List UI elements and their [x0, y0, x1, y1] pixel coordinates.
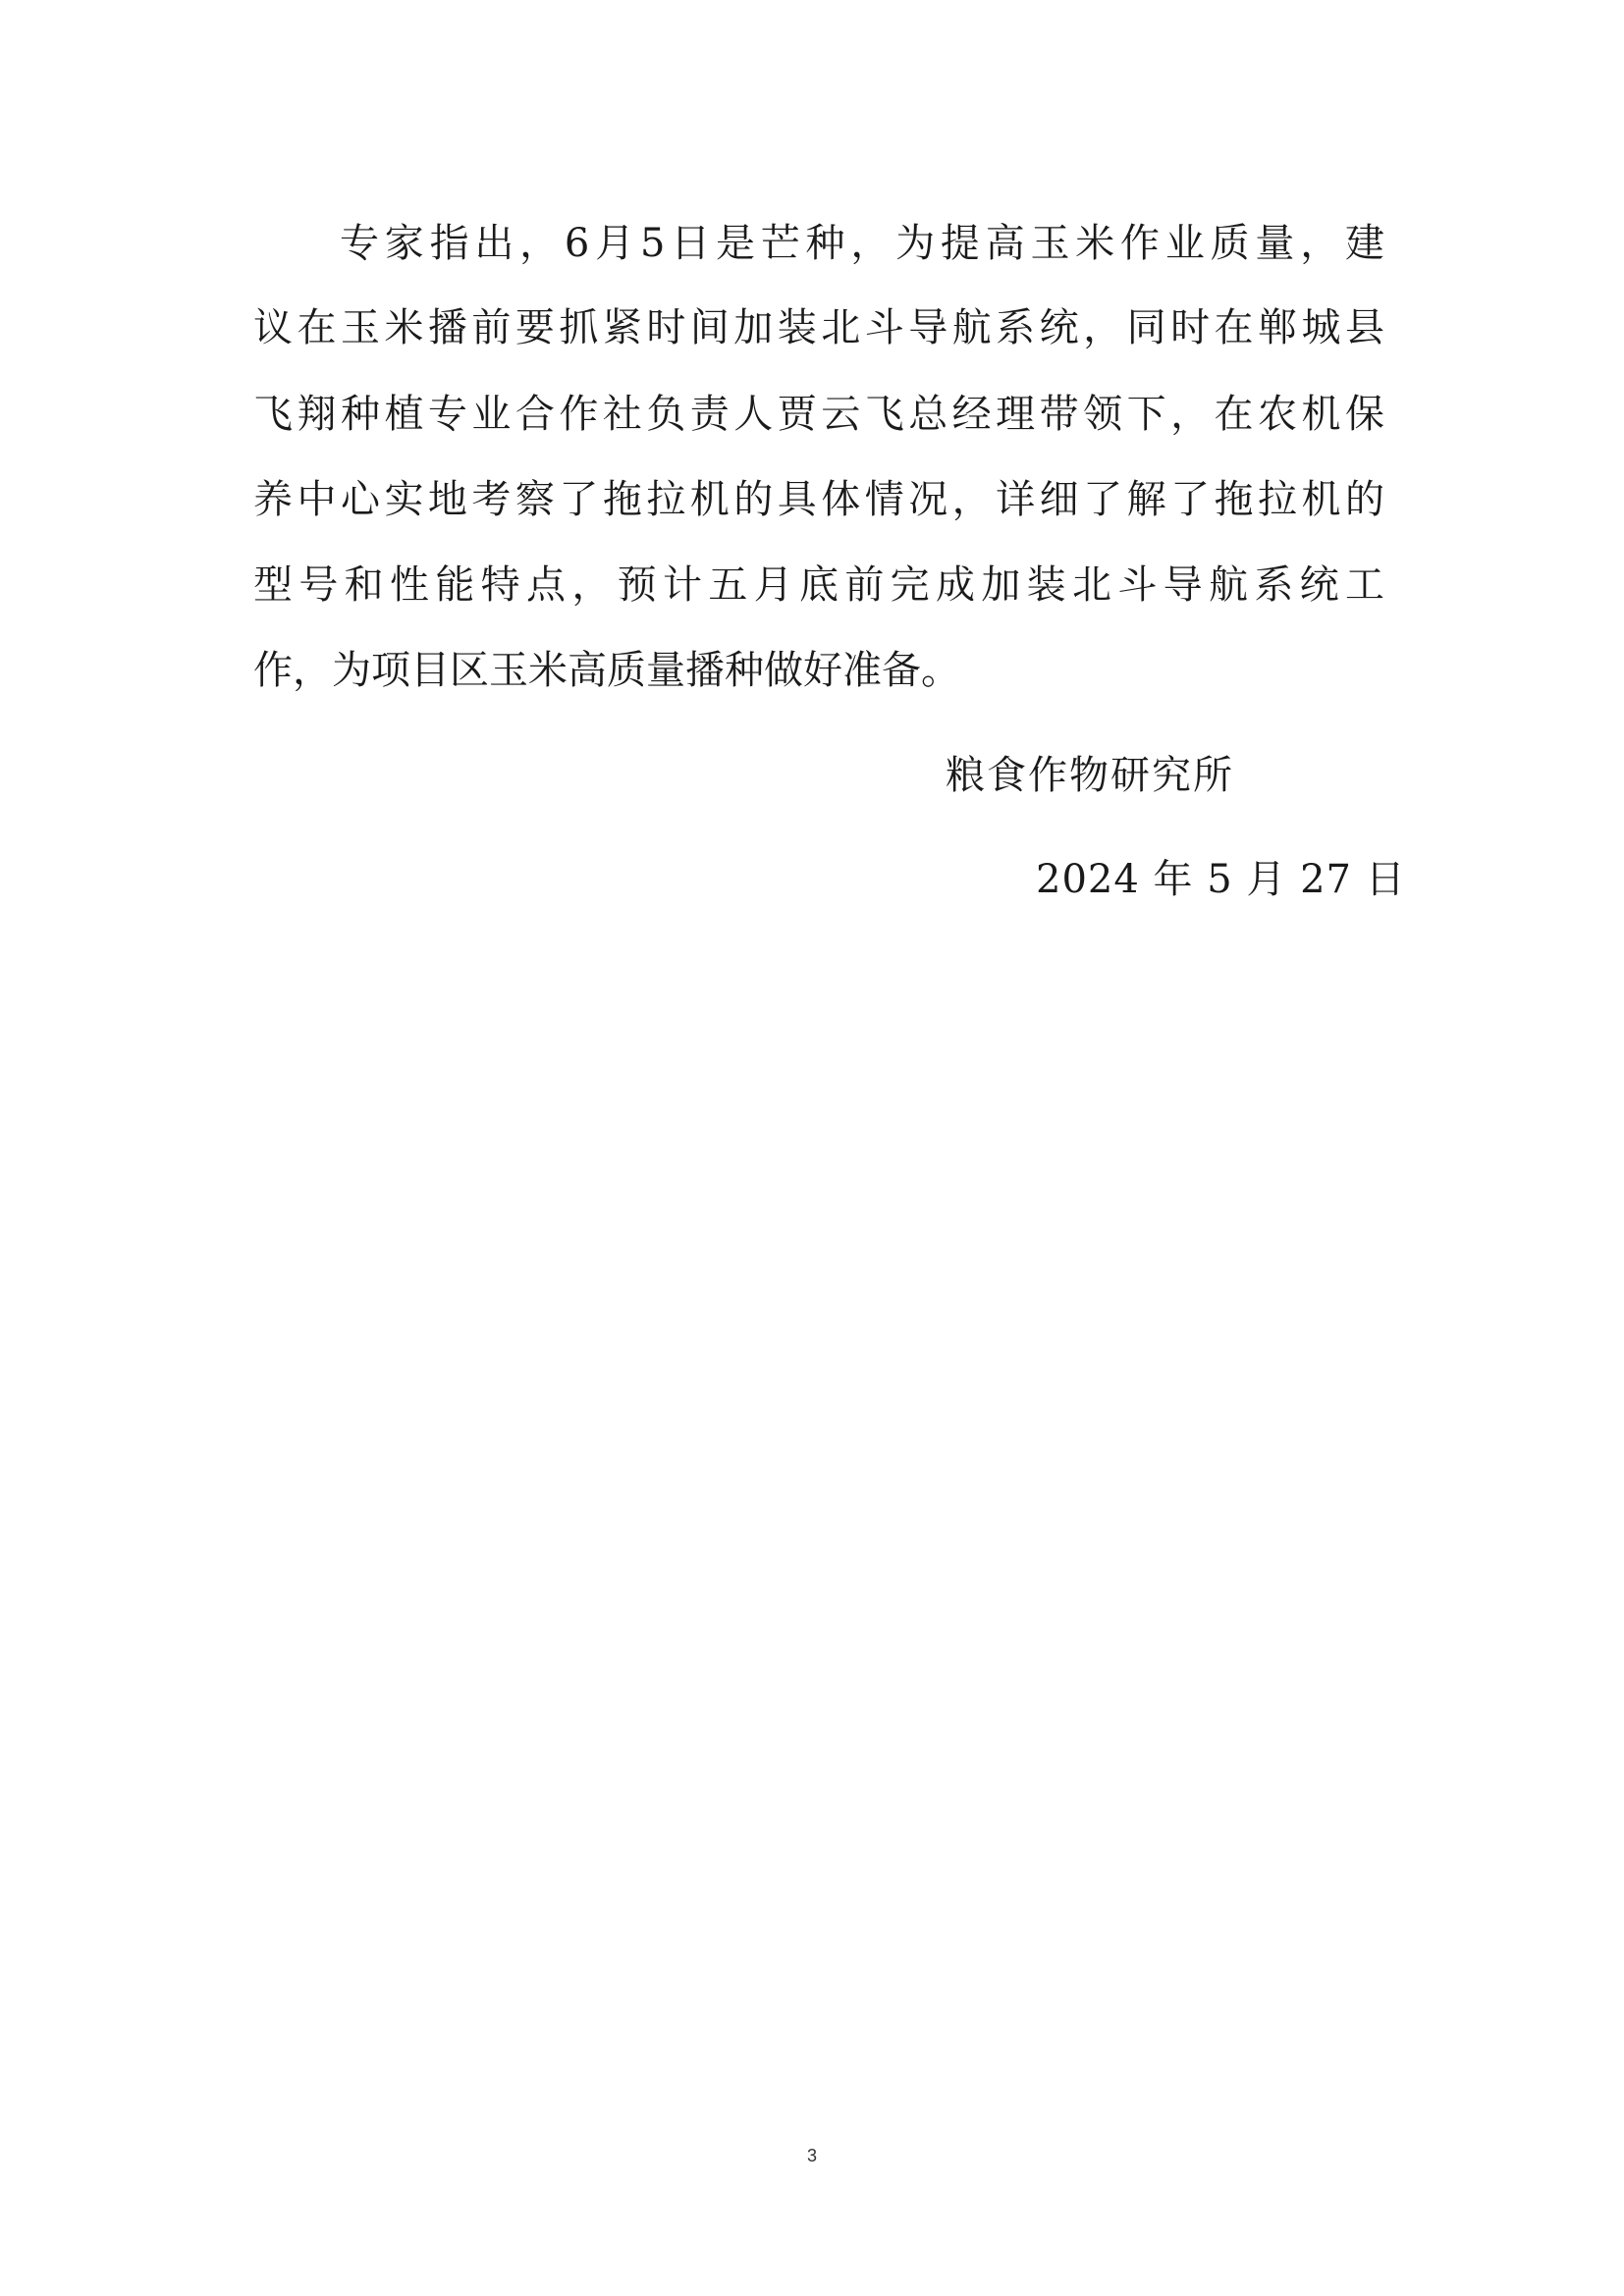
body-line-2: 议在玉米播前要抓紧时间加装北斗导航系统，同时在郸城县: [253, 305, 1384, 350]
body-line-4: 养中心实地考察了拖拉机的具体情况，详细了解了拖拉机的: [253, 477, 1384, 522]
body-line-3: 飞翔种植专业合作社负责人贾云飞总经理带领下，在农机保: [253, 392, 1384, 437]
signature-organization: 粮食作物研究所: [946, 753, 1234, 798]
body-line-1: 专家指出，6月5日是芒种，为提高玉米作业质量，建: [340, 221, 1384, 266]
signature-date: 2024 年 5 月 27 日: [1036, 857, 1406, 902]
body-line-5: 型号和性能特点，预计五月底前完成加装北斗导航系统工: [253, 562, 1384, 608]
body-line-6: 作，为项目区玉米高质量播种做好准备。: [253, 648, 960, 693]
page-number: 3: [806, 2146, 817, 2165]
